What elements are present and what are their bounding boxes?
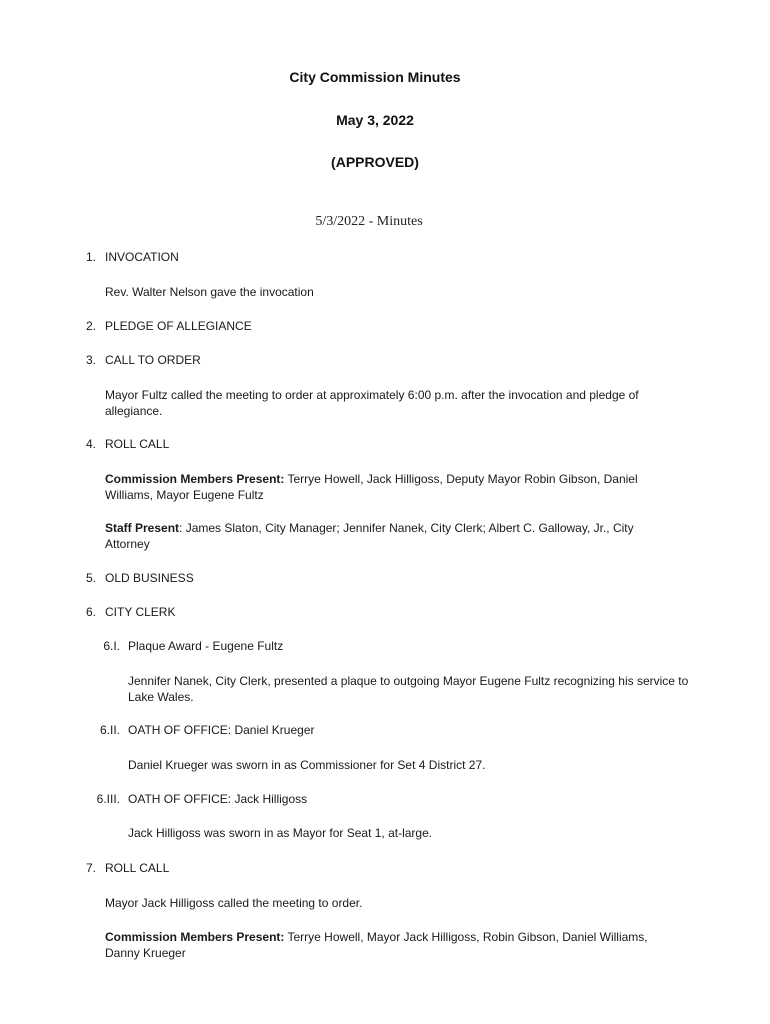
item-heading-roll-call: ROLL CALL xyxy=(105,437,170,451)
item-number: 4. xyxy=(85,437,96,451)
members-label: Commission Members Present: xyxy=(105,930,285,944)
staff-label: Staff Present xyxy=(105,521,180,535)
document-title: City Commission Minutes xyxy=(289,69,461,85)
members-label: Commission Members Present: xyxy=(105,472,285,486)
subitem-number: 6.I. xyxy=(103,639,120,653)
item-number: 2. xyxy=(85,319,96,333)
subitem-heading-oath-hilligoss: OATH OF OFFICE: Jack Hilligoss xyxy=(128,792,308,806)
item-number: 7. xyxy=(85,861,96,875)
item-heading-invocation: INVOCATION xyxy=(105,250,179,264)
item-text: Mayor Jack Hilligoss called the meeting to order. xyxy=(105,896,363,910)
subitem-number: 6.II. xyxy=(99,723,120,737)
item-number: 6. xyxy=(85,605,96,619)
subitem-text: Jennifer Nanek, City Clerk, presented a plaque to outgoing Mayor Eugene Fultz recognizing his service to Lake Wales. xyxy=(128,674,689,704)
subitem-text: Daniel Krueger was sworn in as Commissioner for Set 4 District 27. xyxy=(128,758,486,772)
item-heading-city-clerk: CITY CLERK xyxy=(105,605,176,619)
item-number: 5. xyxy=(85,571,96,585)
staff-list: : James Slaton, City Manager; Jennifer Nanek, City Clerk; Albert C. Galloway, Jr., City Attorney xyxy=(105,521,634,551)
subitem-text: Jack Hilligoss was sworn in as Mayor for Seat 1, at-large. xyxy=(128,826,433,840)
subitem-number: 6.III. xyxy=(96,792,120,806)
members-list: Terrye Howell, Mayor Jack Hilligoss, Robin Gibson, Daniel Williams, Danny Krueger xyxy=(105,930,648,960)
item-heading-call-to-order: CALL TO ORDER xyxy=(105,353,201,367)
subitem-heading-oath-krueger: OATH OF OFFICE: Daniel Krueger xyxy=(128,723,315,737)
item-text: Rev. Walter Nelson gave the invocation xyxy=(105,285,314,299)
commission-members-present xyxy=(105,929,675,961)
item-number: 3. xyxy=(85,353,96,367)
subitem-heading-plaque-award: Plaque Award - Eugene Fultz xyxy=(128,639,284,653)
members-list: Terrye Howell, Jack Hilligoss, Deputy Mayor Robin Gibson, Daniel Williams, Mayor Eugene Fultz xyxy=(105,472,638,502)
item-heading-pledge: PLEDGE OF ALLEGIANCE xyxy=(105,319,252,333)
item-number: 1. xyxy=(85,250,96,264)
minutes-subtitle: 5/3/2022 - Minutes xyxy=(315,214,423,229)
approval-status: (APPROVED) xyxy=(331,154,419,170)
item-heading-old-business: OLD BUSINESS xyxy=(105,571,194,585)
meeting-date: May 3, 2022 xyxy=(336,112,414,128)
commission-members-present xyxy=(105,471,665,503)
staff-present xyxy=(105,520,665,552)
item-text: Mayor Fultz called the meeting to order at approximately 6:00 p.m. after the invocation and pledge of allegiance. xyxy=(105,388,639,418)
item-heading-roll-call-2: ROLL CALL xyxy=(105,861,170,875)
